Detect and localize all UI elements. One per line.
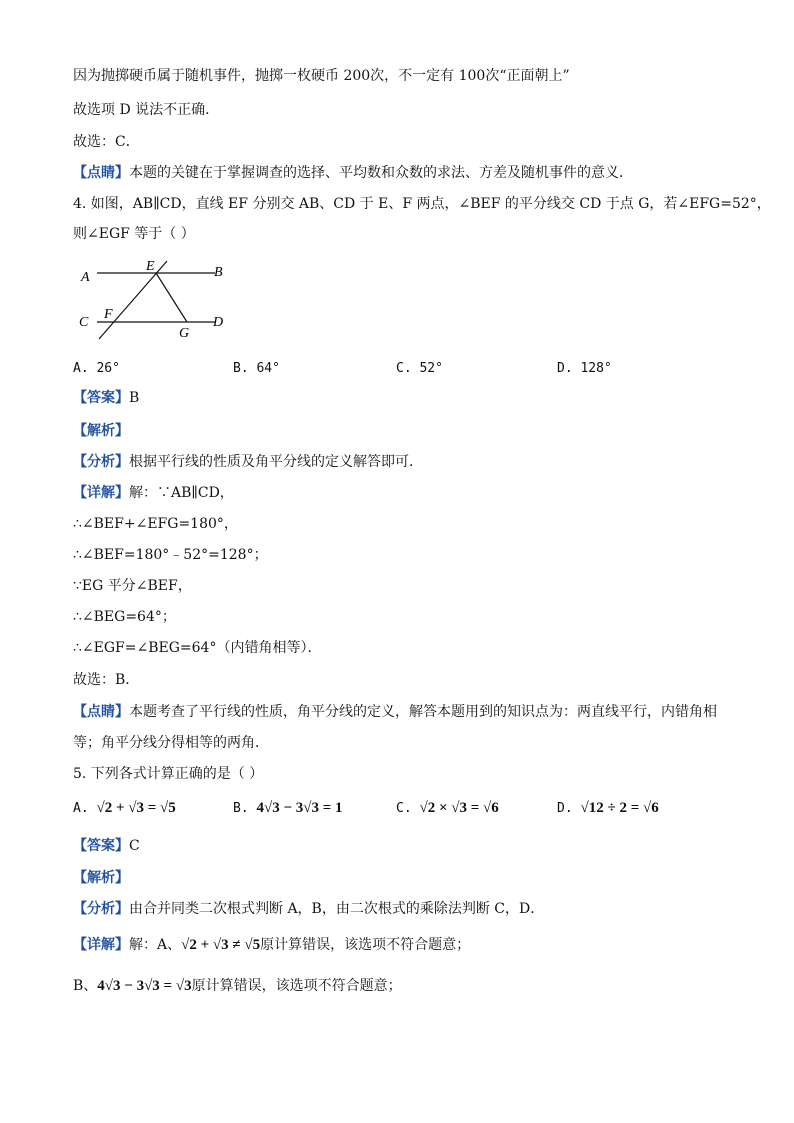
line-eg [156,273,187,322]
label-c: C [79,315,89,330]
line-b-suffix: 原计算错误，该选项不符合题意； [191,978,402,994]
label-e: E [146,259,155,274]
option-expr: √12 ÷ 2 = √6 [580,800,659,816]
label-b: B [214,265,223,280]
q5-analysis [73,868,129,888]
q5-line-b [73,976,402,996]
xiangjie-text: 解：∵AB∥CD， [129,485,234,501]
fenxi-tag: 【分析】 [73,454,129,470]
option-label: B. [233,801,249,816]
option-label: A. [73,801,89,816]
label-a: A [81,270,90,285]
answer-tag: 【答案】 [73,390,129,406]
fenxi-text: 由合并同类二次根式判断 A，B，由二次根式的乘除法判断 C，D． [129,901,545,917]
q3-line2: 故选项 D 说法不正确． [73,102,220,118]
answer-value: B [129,390,140,406]
q4-step5: ∴∠EGF=∠BEG=64°（内错角相等）． [73,640,322,656]
q4-comment [73,702,717,722]
fenxi-text: 根据平行线的性质及角平分线的定义解答即可． [129,454,423,470]
xiangjie-prefix: 解：A、 [129,937,182,953]
q4-fenxi [73,452,423,472]
q5-answer [73,836,140,856]
q4-step2: ∴∠BEF=180°﹣52°=128°； [73,547,268,563]
fenxi-tag: 【分析】 [73,901,129,917]
q4-xiangjie [73,483,234,503]
comment-tag: 【点睛】 [73,704,129,720]
label-g: G [179,326,190,341]
q4-option-b: B. 64° [233,361,280,376]
xiangjie-expr: √2 + √3 ≠ √5 [181,937,261,953]
analysis-tag: 【解析】 [73,423,129,439]
q3-comment [73,163,633,183]
q4-option-c: C. 52° [396,361,443,376]
q5-fenxi [73,899,544,919]
option-expr: √2 + √3 = √5 [96,800,176,816]
answer-value: C [129,838,140,854]
q4-step3: ∵EG 平分∠BEF， [73,578,192,594]
q5-option-a [73,799,176,818]
answer-tag: 【答案】 [73,838,129,854]
q4-stem-line2: 则∠EGF 等于（ ） [73,226,195,242]
q4-choose: 故选：B． [73,672,140,688]
q4-comment-line2: 等；角平分线分得相等的两角． [73,735,269,751]
comment-tag: 【点睛】 [73,165,129,181]
comment-line1: 本题考查了平行线的性质，角平分线的定义，解答本题用到的知识点为：两直线平行，内错角相 [129,704,717,720]
q3-line1: 因为抛掷硬币属于随机事件，抛掷一枚硬币 200次，不一定有 100次“正面朝上” [73,68,570,84]
xiangjie-suffix: 原计算错误，该选项不符合题意； [260,937,471,953]
q4-step1: ∴∠BEF+∠EFG=180°， [73,516,238,532]
q5-option-d [557,799,659,818]
label-f: F [104,307,113,322]
xiangjie-tag: 【详解】 [73,937,129,953]
analysis-tag: 【解析】 [73,870,129,886]
q3-line3: 故选：C． [73,134,140,150]
q5-stem: 5. 下列各式计算正确的是（ ） [73,766,264,782]
q4-option-d: D. 128° [557,361,612,376]
q4-stem-line1: 4. 如图，AB∥CD，直线 EF 分别交 AB、CD 于 E、F 两点，∠BEF 的平分线交 CD 于点 G，若∠EFG=52°， [73,196,771,212]
comment-text: 本题的关键在于掌握调查的选择、平均数和众数的求法、方差及随机事件的意义． [129,165,633,181]
q5-xiangjie [73,935,470,955]
q4-answer [73,388,139,408]
q5-option-b [233,799,343,818]
line-b-expr: 4√3 − 3√3 = √3 [97,978,192,994]
option-label: C. [396,801,412,816]
q4-option-a: A. 26° [73,361,120,376]
q5-option-c [396,799,499,818]
option-label: D. [557,801,573,816]
option-expr: 4√3 − 3√3 = 1 [256,800,343,816]
q4-analysis [73,421,129,441]
q4-step4: ∴∠BEG=64°； [73,609,176,625]
parallel-lines-figure [75,255,235,345]
line-b-prefix: B、 [73,978,98,994]
option-expr: √2 × √3 = √6 [419,800,499,816]
label-d: D [213,315,224,330]
xiangjie-tag: 【详解】 [73,485,129,501]
